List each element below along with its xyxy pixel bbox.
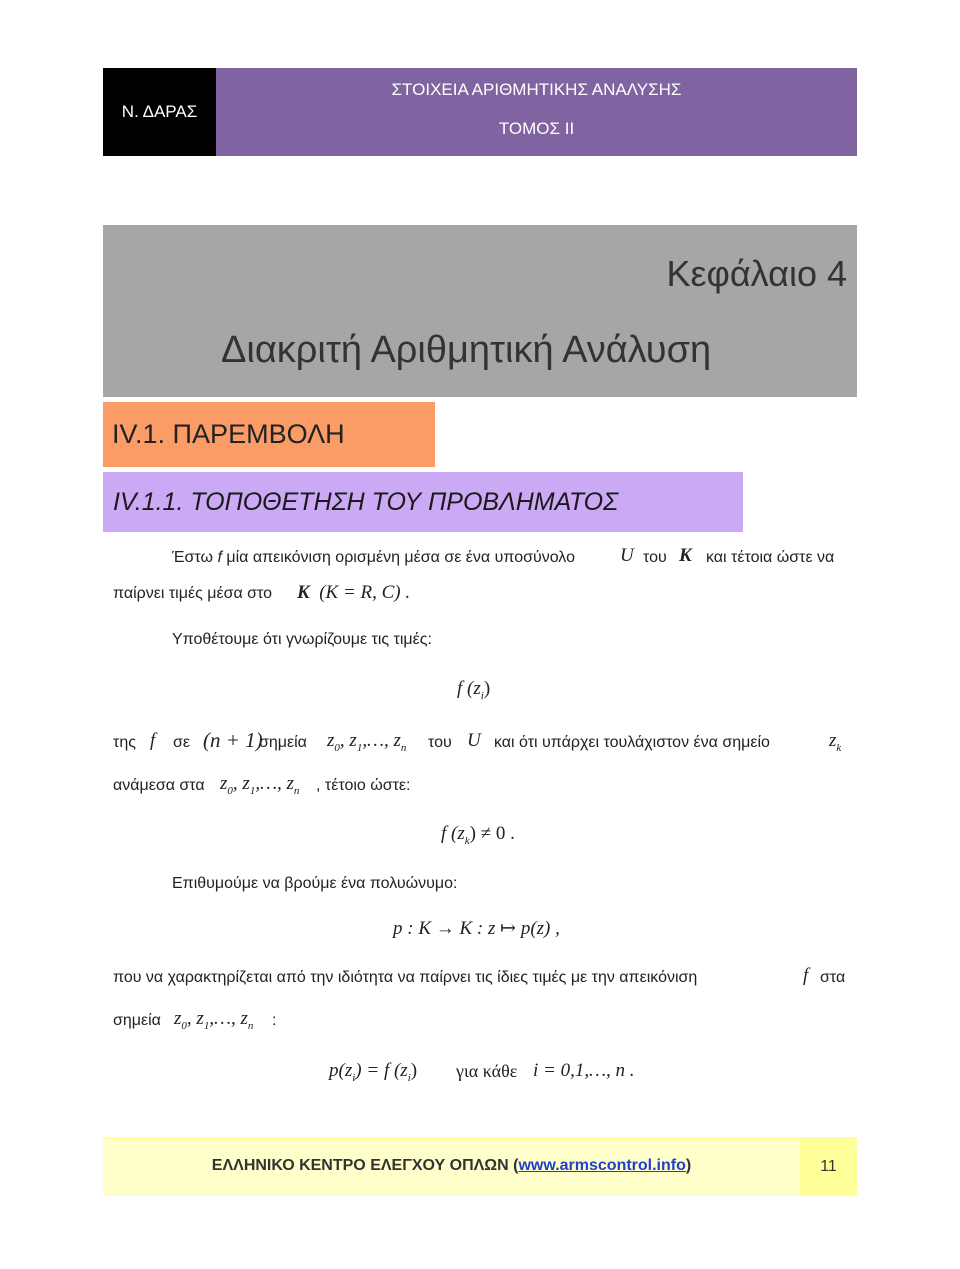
math-field-K: K (K = R, C) . (297, 582, 411, 603)
math-K: K (679, 545, 692, 566)
header-author (103, 68, 216, 156)
text: Έστω (172, 549, 214, 566)
math-index-range: i = 0,1,…, n . (533, 1060, 635, 1081)
text: του (643, 549, 667, 566)
subsection-heading (103, 472, 743, 532)
math-f: f (803, 965, 809, 986)
math-U: U (620, 545, 634, 566)
para-1-line-1 (172, 549, 575, 567)
header-book (216, 68, 857, 156)
text: και τέτοια ώστε να (706, 549, 835, 566)
text: σημεία (259, 734, 307, 751)
text: , τέτοιο ώστε: (316, 777, 411, 794)
section-title: IV.1. ΠΑΡΕΜΒΟΛΗ (112, 419, 345, 449)
math-z-sequence: $z_0$, $z_1,\dots$, $z_n$ (174, 1008, 254, 1032)
equation-interpolation-condition: $p(z_i) = f$ $(z_i)$ (329, 1060, 418, 1084)
equation-f-zi: f $(z_i)$ (457, 678, 491, 702)
equation-polynomial-map: p : K → K : z ↦ p(z) , (393, 918, 560, 939)
text: : (272, 1012, 277, 1029)
text: ανάμεσα στα (113, 777, 205, 794)
chapter-title: Διακριτή Αριθμητική Ανάλυση (221, 329, 712, 371)
book-title: ΣΤΟΙΧΕΙΑ ΑΡΙΘΜΗΤΙΚΗΣ ΑΝΑΛΥΣΗΣ (391, 80, 682, 99)
footer-text: ΕΛΛΗΝΙΚΟ ΚΕΝΤΡΟ ΕΛΕΓΧΟΥ ΟΠΛΩΝ (www.armscontrol.info) (211, 1157, 692, 1174)
text: και ότι υπάρχει τουλάχιστον ένα σημείο (494, 734, 770, 751)
para-2: Υποθέτουμε ότι γνωρίζουμε τις τιμές: (172, 631, 432, 648)
section-heading (103, 402, 435, 467)
chapter-banner (103, 225, 857, 397)
text: μία απεικόνιση ορισμένη μέσα σε ένα υποσύνολο (226, 549, 575, 566)
text: σε (173, 734, 191, 751)
page-number: 11 (800, 1137, 857, 1196)
text: που να χαρακτηρίζεται από την ιδιότητα να παίρνει τις ίδιες τιμές με την απεικόνιση (113, 969, 698, 986)
math-z-sequence: $z_0$, $z_1,\dots$, $z_n$ (327, 730, 407, 754)
para-5: Επιθυμούμε να βρούμε ένα πολυώνυμο: (172, 875, 458, 892)
text: του (428, 734, 452, 751)
text: σημεία (113, 1012, 161, 1029)
math-U: U (467, 730, 481, 751)
footer-link[interactable]: www.armscontrol.info (518, 1157, 686, 1174)
math-n-plus-1: (n + 1) (203, 728, 263, 752)
para-1-line-2: παίρνει τιμές μέσα στο (113, 585, 273, 602)
author-name: Ν. ΔΑΡΑΣ (121, 102, 198, 121)
footer (103, 1137, 800, 1196)
math-zk: $z_k$ (829, 730, 842, 754)
text-for-each: για κάθε (456, 1061, 518, 1081)
book-volume: ΤΟΜΟΣ II (498, 119, 575, 138)
math-f: f (217, 549, 222, 566)
math-z-sequence: $z_0$, $z_1,\dots$, $z_n$ (220, 773, 300, 797)
subsection-title: IV.1.1. ΤΟΠΟΘΕΤΗΣΗ ΤΟΥ ΠΡΟΒΛΗΜΑΤΟΣ (113, 487, 619, 516)
text: της (113, 734, 136, 751)
chapter-number: Κεφάλαιο 4 (666, 253, 847, 294)
equation-f-zk-nonzero: f $(z_k) \ne 0$ . (441, 823, 515, 847)
text: στα (820, 969, 846, 986)
math-f: f (150, 730, 156, 751)
